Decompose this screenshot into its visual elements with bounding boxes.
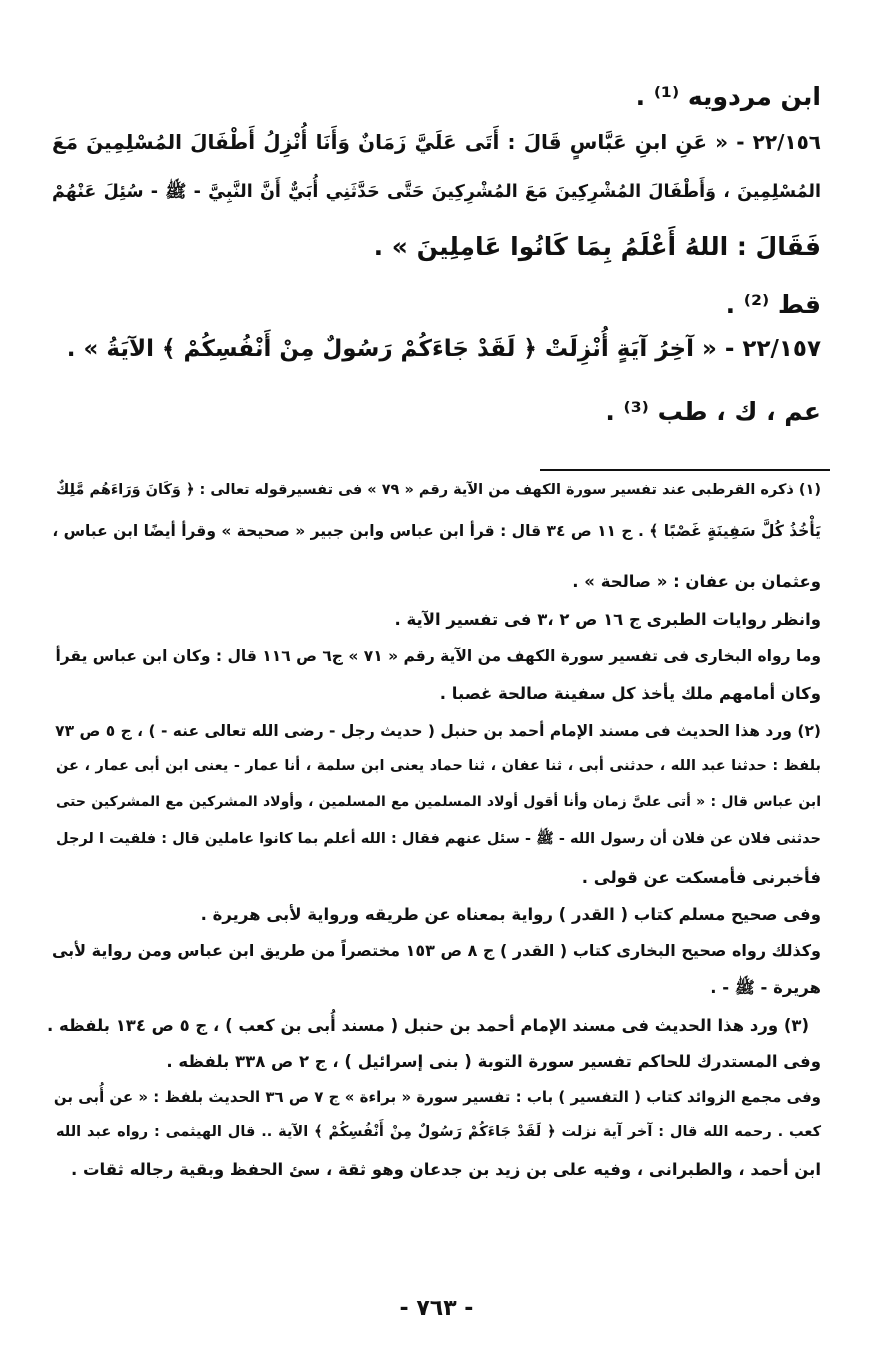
footnote-line-2: يَأْخُذُ كُلَّ سَفِينَةٍ غَصْبًا ﴾ . ج ١١ ص ٣٤ قال : قرأ ابن عباس وابن جبير « صحيحة » وقرأ أيضًا ابن عباس ،	[52, 522, 821, 540]
footnote-line-10: حدثنى فلان عن فلان أن رسول الله - ﷺ - سئل عنهم فقال : الله أعلم بما كانوا عاملين قال : فلقيت ا لرجل	[56, 831, 821, 847]
footnote-line-9: ابن عباس قال : « أتى علىَّ زمان وأنا أقول أولاد المسلمين مع المسلمين ، وأولاد المشركين مع المشركين حتى	[56, 794, 821, 810]
page-number: - ٧٦٣ -	[399, 1296, 474, 1321]
main-line-2: ٢٢/١٥٦ - « عَنِ ابنِ عَبَّاسٍ قَالَ : أَتَى عَلَيَّ زَمَانٌ وَأَنَا أُنْزِلُ أَطْفَالَ المُسْلِمِينَ مَعَ	[52, 130, 821, 154]
footnote-line-16: وفى المستدرك للحاكم تفسير سورة التوبة ( بنى إسرائيل ) ، ج ٢ ص ٣٣٨ بلفظه .	[166, 1052, 821, 1071]
footnote-line-15: (٣) ورد هذا الحديث فى مسند الإمام أحمد بن حنبل ( مسند أُبى بن كعب ) ، ج ٥ ص ١٣٤ بلفظه .	[47, 1016, 809, 1035]
footnote-line-1: (١) ذكره القرطبى عند تفسير سورة الكهف من الآية رقم « ٧٩ » فى تفسيرقوله تعالى : ﴿ وَكَانَ وَرَاءَهُم مَّلِكٌ	[56, 482, 821, 498]
footnote-line-8: بلفظ : حدثنا عبد الله ، حدثنى أبى ، ثنا عفان ، ثنا حماد يعنى ابن سلمة ، أنا عمار - يعنى ابن أبى عمار ، عن	[56, 758, 821, 774]
footnote-separator	[540, 469, 830, 471]
footnote-line-13: وكذلك رواه صحيح البخارى كتاب ( القدر ) ج ٨ ص ١٥٣ مختصراً من طريق ابن عباس ومن رواية لأبى	[51, 941, 821, 960]
footnote-line-11: فأخبرنى فأمسكت عن قولى .	[581, 868, 821, 887]
main-line-4: فَقَالَ : اللهُ أَعْلَمُ بِمَا كَانُوا عَامِلِينَ » .	[373, 232, 821, 261]
footnote-line-12: وفى صحيح مسلم كتاب ( القدر ) رواية بمعناه عن طريقه ورواية لأبى هريرة .	[200, 905, 821, 924]
footnote-line-17: وفى مجمع الزوائد كتاب ( التفسير ) باب : تفسير سورة « براءة » ج ٧ ص ٣٦ الحديث بلفظ : « عن أُبى بن	[53, 1088, 821, 1106]
footnote-line-4: وانظر روايات الطبرى ج ١٦ ص ٢ ،٣ فى تفسير الآية .	[394, 610, 821, 629]
footnote-line-14: هريرة - ﷺ - .	[710, 978, 821, 997]
main-line-7: عم ، ك ، طب ⁽³⁾ .	[605, 397, 821, 426]
footnote-line-3: وعثمان بن عفان : « صالحة » .	[572, 572, 821, 591]
main-line-1: ابن مردويه ⁽¹⁾ .	[635, 82, 821, 111]
footnote-line-18: كعب . رحمه الله قال : آخر آية نزلت ﴿ لَقَدْ جَاءَكُمْ رَسُولٌ مِنْ أَنْفُسِكُمْ ﴾ الآية .. قال الهيثمى : رواه عبد الله	[56, 1124, 821, 1140]
footnote-line-5: وما رواه البخارى فى تفسير سورة الكهف من الآية رقم « ٧١ » ج٦ ص ١١٦ قال : وكان ابن عباس يقرأ	[55, 647, 821, 665]
footnote-line-6: وكان أمامهم ملك يأخذ كل سفينة صالحة غصبا .	[439, 684, 821, 703]
footnote-line-7: (٢) ورد هذا الحديث فى مسند الإمام أحمد بن حنبل ( حديث رجل - رضى الله تعالى عنه - ) ، ج ٥ ص ٧٣	[55, 722, 821, 740]
main-line-5: قط ⁽²⁾ .	[725, 290, 821, 319]
main-line-3: المُسْلِمِينَ ، وَأَطْفَالَ المُشْرِكِينَ مَعَ المُشْرِكِينَ حَتَّى حَدَّثَنِي أُبَيٌّ أَنَّ النَّبِيَّ - ﷺ - سُئِلَ عَنْهُمْ	[52, 182, 821, 202]
main-line-6: ٢٢/١٥٧ - « آخِرُ آيَةٍ أُنْزِلَتْ ﴿ لَقَدْ جَاءَكُمْ رَسُولٌ مِنْ أَنْفُسِكُمْ ﴾ الآيَةُ » .	[66, 336, 821, 362]
footnote-line-19: ابن أحمد ، والطبرانى ، وفيه على بن زيد بن جدعان وهو ثقة ، سئ الحفظ وبقية رجاله ثقات .	[70, 1160, 821, 1179]
